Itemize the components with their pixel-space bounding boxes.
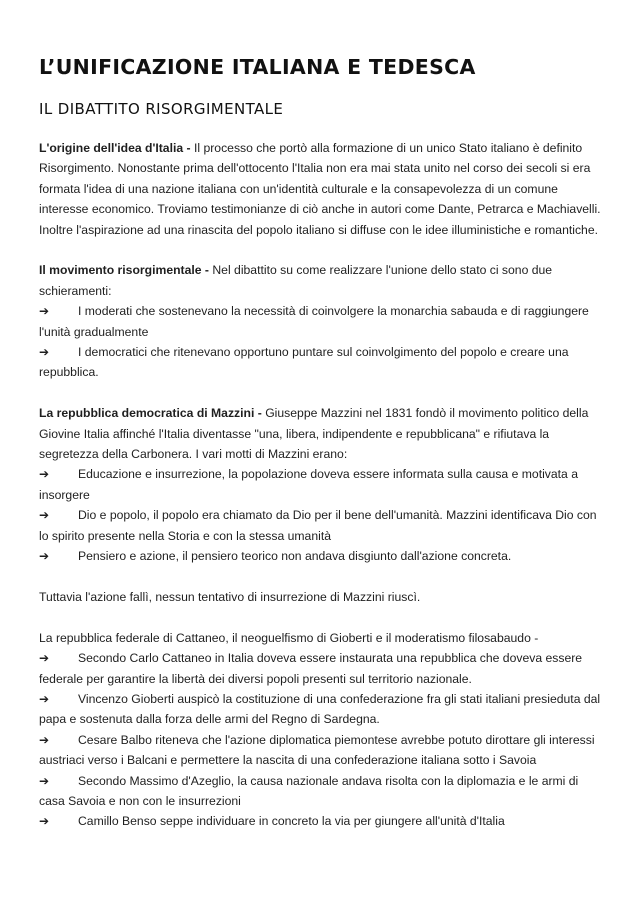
arrow-icon: ➔	[39, 651, 50, 666]
paragraph-mazzini-closing: Tuttavia l'azione fallì, nessun tentativo di insurrezione di Mazzini riuscì.	[39, 589, 421, 604]
heading-cattaneo: La repubblica federale di Cattaneo, il neoguelfismo di Gioberti e il moderatismo filosabaudo -	[39, 630, 539, 645]
arrow-icon: ➔	[39, 345, 50, 360]
list-item	[39, 505, 601, 546]
list-item	[39, 301, 601, 342]
paragraph-mazzini	[39, 403, 601, 464]
list-item	[39, 771, 601, 812]
list-item-text: Dio e popolo, il popolo era chiamato da Dio per il bene dell'umanità. Mazzini identificava Dio con lo spirito presente nella Storia e con la stessa umanità	[39, 508, 597, 543]
list-item	[39, 342, 601, 383]
heading-origine: L'origine dell'idea d'Italia -	[39, 141, 191, 155]
spacer	[39, 567, 601, 587]
spacer	[39, 383, 601, 403]
arrow-icon: ➔	[39, 814, 50, 829]
text-mazzini: Giuseppe Mazzini nel 1831 fondò il movimento politico della Giovine Italia affinché l'Italia diventasse "una, libera, indipendente e repubblicana" e rifiutava la segretezza della Carbonera. I vari motti di Mazzini erano:	[39, 406, 589, 462]
arrow-icon: ➔	[39, 691, 50, 706]
paragraph-movimento	[39, 260, 601, 301]
list-item-text: Vincenzo Gioberti auspicò la costituzione di una confederazione fra gli stati italiani presieduta dal papa e sostenuta dalla forza delle armi del Regno di Sardegna.	[39, 691, 601, 727]
list-item	[39, 811, 601, 831]
arrow-icon: ➔	[39, 732, 50, 747]
arrow-icon: ➔	[39, 508, 50, 523]
spacer	[39, 607, 601, 627]
arrow-icon: ➔	[39, 467, 50, 482]
list-item-text: Cesare Balbo riteneva che l'azione diplomatica piemontese avrebbe potuto dirottare gli interessi austriaci verso i Balcani e permettere la nascita di una confederazione italiana sotto i Savoia	[39, 732, 595, 768]
text-origine: Il processo che portò alla formazione di un unico Stato italiano è definito Risorgimento. Nonostante prima dell'ottocento l'Italia non era mai stata unito nel corso dei secoli si era formata l'idea di una nazione italiana con un'identità culturale e la consapevolezza di un comune interesse economico. Troviamo testimonianze di ciò anche in autori come Dante, Petrarca e Machiavelli. Inoltre l'aspirazione ad una rinascita del popolo italiano si diffuse con le idee illuministiche e romantiche.	[39, 141, 601, 237]
list-item	[39, 546, 601, 566]
list-item	[39, 730, 601, 771]
heading-mazzini: La repubblica democratica di Mazzini -	[39, 406, 262, 421]
spacer	[39, 240, 601, 260]
paragraph-origine	[39, 138, 601, 240]
list-item	[39, 689, 601, 730]
document-body	[39, 138, 601, 832]
heading-movimento: Il movimento risorgimentale -	[39, 263, 209, 278]
list-item-text: I moderati che sostenevano la necessità di coinvolgere la monarchia sabauda e di raggiungere l'unità gradualmente	[39, 304, 589, 339]
section-subtitle: IL DIBATTITO RISORGIMENTALE	[39, 100, 284, 118]
list-item	[39, 464, 601, 505]
list-item-text: Educazione e insurrezione, la popolazione doveva essere informata sulla causa e motivata a insorgere	[39, 467, 578, 502]
list-item-text: I democratici che ritenevano opportuno puntare sul coinvolgimento del popolo e creare una repubblica.	[39, 345, 569, 380]
arrow-icon: ➔	[39, 773, 50, 788]
arrow-icon: ➔	[39, 549, 50, 564]
list-item-text: Camillo Benso seppe individuare in concreto la via per giungere all'unità d'Italia	[78, 814, 505, 829]
list-item-text: Secondo Carlo Cattaneo in Italia doveva essere instaurata una repubblica che doveva essere federale per garantire la libertà dei diversi popoli presenti sul territorio nazionale.	[39, 651, 583, 686]
document-title: L’UNIFICAZIONE ITALIANA E TEDESCA	[39, 55, 476, 79]
arrow-icon: ➔	[39, 304, 50, 319]
text-movimento: Nel dibattito su come realizzare l'unione dello stato ci sono due schieramenti:	[39, 263, 553, 298]
list-item-text: Secondo Massimo d'Azeglio, la causa nazionale andava risolta con la diplomazia e le armi di casa Savoia e non con le insurrezioni	[39, 773, 579, 808]
list-item	[39, 648, 601, 689]
list-item-text: Pensiero e azione, il pensiero teorico non andava disgiunto dall'azione concreta.	[78, 549, 512, 564]
